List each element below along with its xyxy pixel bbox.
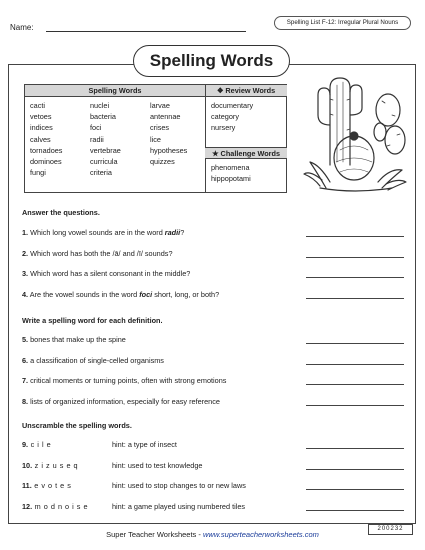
emphasized-word: radii	[164, 228, 181, 237]
word-item: lice	[150, 134, 161, 144]
word-item: foci	[90, 123, 102, 133]
question-row	[22, 481, 71, 491]
star-icon: ★	[211, 149, 221, 158]
name-label: Name:	[10, 23, 34, 32]
answer-line[interactable]	[306, 298, 404, 299]
section-heading-answer: Answer the questions.	[22, 208, 100, 217]
word-item: radii	[90, 134, 104, 144]
question-number: 6.	[22, 355, 29, 365]
answer-line[interactable]	[306, 364, 404, 365]
question-text-end: ?	[180, 228, 185, 237]
name-line[interactable]	[46, 31, 246, 32]
review-word-list	[211, 100, 253, 134]
question-number: 11.	[22, 481, 32, 490]
word-item: antennae	[150, 112, 181, 122]
footer-brand: Super Teacher Worksheets -	[106, 530, 203, 539]
section-heading-unscramble: Unscramble the spelling words.	[22, 421, 132, 430]
hint-text: hint: a game played using numbered tiles	[112, 501, 246, 511]
question-number: 7.	[22, 376, 29, 385]
word-item: tornadoes	[30, 145, 63, 155]
footer-url[interactable]: www.superteacherworksheets.com	[202, 530, 319, 539]
word-item: documentary	[211, 101, 254, 110]
footer	[0, 530, 425, 539]
question-row	[22, 290, 219, 300]
word-item: indices	[30, 123, 53, 133]
question-row	[22, 335, 126, 345]
question-row	[22, 249, 173, 259]
question-number: 5.	[22, 335, 29, 344]
question-text: critical moments or turning points, often with strong emotions	[28, 376, 227, 385]
question-number: 10.	[22, 460, 33, 470]
word-item: hippopotami	[211, 174, 251, 184]
question-text: Which word has a silent consonant in the middle?	[28, 269, 191, 278]
hint-text: hint: used to stop changes to or new laws	[112, 481, 246, 490]
question-number: 4.	[22, 289, 29, 299]
word-item: criteria	[90, 168, 112, 178]
hint-text: hint: a type of insect	[112, 440, 177, 449]
challenge-word-list	[211, 162, 251, 184]
word-item: quizzes	[150, 157, 175, 167]
challenge-words-header: ★ Challenge Words	[205, 147, 287, 159]
answer-line[interactable]	[306, 257, 404, 258]
answer-line[interactable]	[306, 405, 404, 406]
spelling-words-header: Spelling Words	[25, 85, 205, 97]
question-text: bones that make up the spine	[28, 335, 126, 344]
word-item: hypotheses	[150, 145, 188, 155]
question-text: lists of organized information, especially for easy reference	[28, 396, 220, 406]
question-row	[22, 228, 184, 238]
answer-line[interactable]	[306, 469, 404, 470]
word-column-2	[90, 100, 121, 178]
question-row	[22, 397, 220, 407]
question-text-end: short, long, or both?	[152, 289, 220, 299]
word-item: larvae	[150, 101, 170, 110]
word-item: category	[211, 112, 239, 122]
question-row	[22, 269, 190, 279]
answer-line[interactable]	[306, 277, 404, 278]
answer-line[interactable]	[306, 448, 404, 449]
question-row	[22, 356, 164, 366]
question-number: 9.	[22, 440, 29, 449]
question-number: 3.	[22, 269, 29, 278]
page-title: Spelling Words	[133, 45, 290, 77]
word-table	[24, 84, 287, 193]
answer-line[interactable]	[306, 343, 404, 344]
answer-line[interactable]	[306, 510, 404, 511]
answer-line[interactable]	[306, 489, 404, 490]
word-item: vetoes	[30, 112, 52, 122]
hint-text: hint: used to test knowledge	[112, 460, 203, 470]
question-number: 2.	[22, 248, 29, 258]
emphasized-word: foci	[139, 289, 153, 299]
word-column-3	[150, 100, 187, 167]
word-item: vertebrae	[90, 145, 121, 155]
question-row	[22, 502, 88, 512]
word-item: nursery	[211, 123, 236, 133]
word-item: curricula	[90, 157, 118, 167]
question-number: 1.	[22, 228, 29, 237]
question-row	[22, 461, 78, 471]
answer-line[interactable]	[306, 384, 404, 385]
question-row	[22, 440, 51, 450]
review-words-header: ❖ Review Words	[205, 85, 287, 97]
diamond-icon: ❖	[216, 86, 226, 95]
question-row	[22, 376, 226, 386]
question-text: a classification of single-celled organisms	[28, 355, 164, 365]
scrambled-word: e v o t e s	[31, 481, 72, 490]
table-divider	[205, 85, 206, 192]
word-item: fungi	[30, 168, 46, 178]
question-text: Which long vowel sounds are in the word	[28, 228, 165, 237]
question-text: Which word has both the /ā/ and /ī/ sounds?	[28, 248, 173, 258]
word-item: dominoes	[30, 157, 62, 167]
word-item: bacteria	[90, 112, 116, 122]
word-item: calves	[30, 134, 51, 144]
word-item: crises	[150, 123, 170, 133]
answer-line[interactable]	[306, 236, 404, 237]
word-item: nuclei	[90, 101, 110, 110]
question-text: Are the vowel sounds in the word	[28, 289, 140, 299]
question-number: 12.	[22, 501, 33, 511]
scrambled-word: c i l e	[28, 440, 52, 449]
scrambled-word: m o d n o i s e	[32, 501, 89, 511]
word-item: phenomena	[211, 163, 250, 172]
cactus-illustration	[300, 70, 410, 195]
section-heading-definition: Write a spelling word for each definition.	[22, 316, 163, 325]
scrambled-word: z i z u s e q	[32, 460, 79, 470]
word-column-1	[30, 100, 62, 178]
word-item: cacti	[30, 101, 46, 110]
question-number: 8.	[22, 396, 29, 406]
worksheet-code: 200232	[368, 524, 413, 535]
list-tag: Spelling List F-12: Irregular Plural Nouns	[274, 16, 411, 30]
